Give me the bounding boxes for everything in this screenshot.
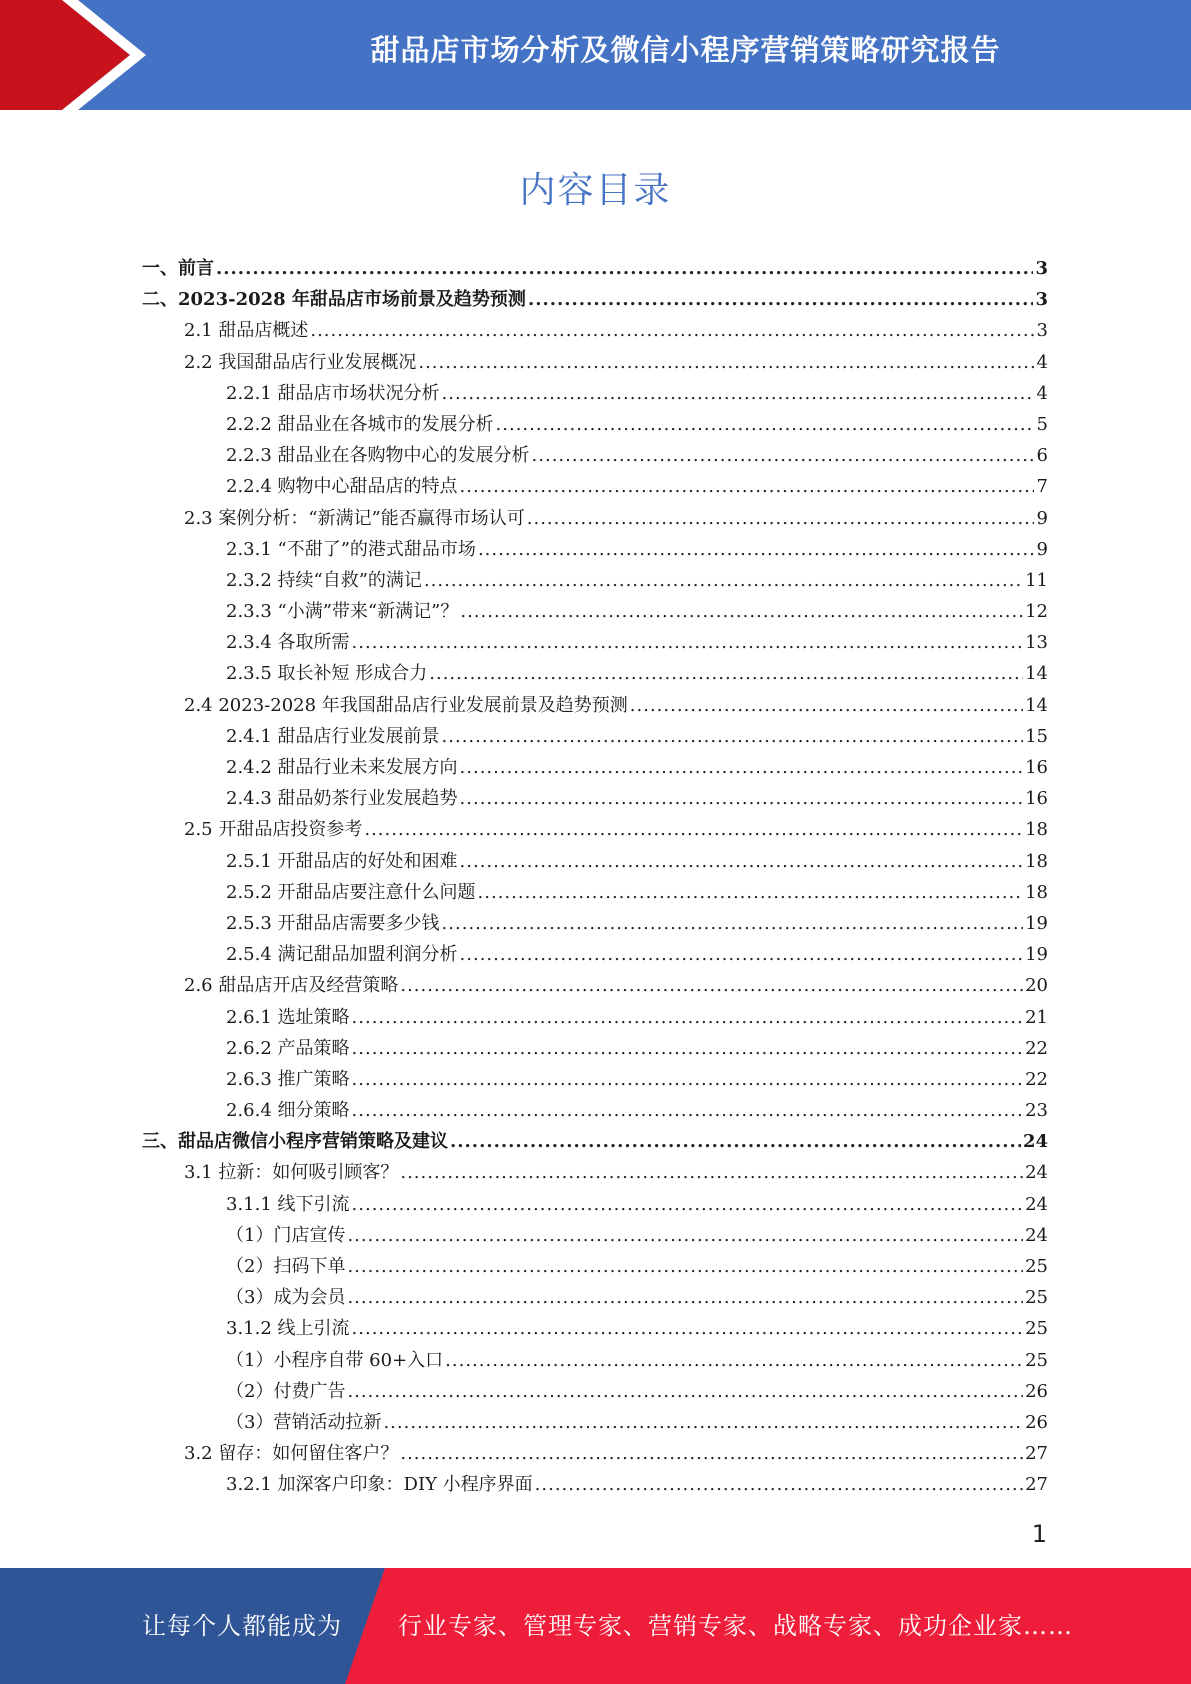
toc-entry-title: 2.5 开甜品店投资参考	[184, 819, 363, 841]
toc-dot-leader	[352, 1069, 1024, 1090]
toc-entry[interactable]	[142, 1065, 1048, 1096]
toc-entry[interactable]	[142, 1314, 1048, 1345]
toc-entry-title: 2.6.2 产品策略	[226, 1037, 350, 1059]
toc-entry[interactable]	[142, 504, 1048, 535]
toc-dot-leader	[478, 539, 1034, 560]
footer-slogan-right: 行业专家、管理专家、营销专家、战略专家、成功企业家……	[398, 1612, 1073, 1640]
toc-entry[interactable]	[142, 784, 1048, 815]
toc-entry-title: 3.1.1 线下引流	[226, 1193, 350, 1215]
toc-entry-page: 27	[1025, 1474, 1048, 1496]
toc-dot-leader	[418, 352, 1034, 373]
toc-entry-page: 24	[1025, 1224, 1048, 1246]
table-of-contents	[142, 254, 1048, 1502]
toc-entry[interactable]	[142, 535, 1048, 566]
toc-entry-title: 2.2.2 甜品业在各城市的发展分析	[226, 413, 494, 435]
toc-entry-page: 18	[1025, 850, 1048, 872]
toc-entry-title: 2.5.3 开甜品店需要多少钱	[226, 912, 440, 934]
toc-entry-page: 25	[1025, 1256, 1048, 1277]
toc-dot-leader	[527, 508, 1034, 529]
toc-entry-title: 2.3.4 各取所需	[226, 632, 350, 654]
toc-entry-title: （3）成为会员	[226, 1287, 346, 1309]
toc-entry-title: 三、甜品店微信小程序营销策略及建议	[142, 1131, 448, 1153]
toc-dot-leader	[216, 258, 1033, 279]
toc-entry-title: 2.3.5 取长补短 形成合力	[226, 663, 428, 685]
toc-entry-page: 5	[1036, 413, 1048, 435]
toc-entry[interactable]	[142, 441, 1048, 472]
toc-dot-leader	[400, 1443, 1023, 1464]
toc-entry-title: （3）营销活动拉新	[226, 1411, 382, 1433]
toc-entry[interactable]	[142, 1377, 1048, 1408]
toc-entry-title: 2.4.2 甜品行业未来发展方向	[226, 757, 458, 778]
toc-entry-page: 24	[1025, 1162, 1048, 1184]
toc-dot-leader	[429, 663, 1023, 684]
toc-entry-title: （1）门店宣传	[226, 1224, 346, 1246]
toc-entry-page: 15	[1025, 725, 1048, 747]
toc-dot-leader	[400, 975, 1023, 996]
toc-entry[interactable]	[142, 1034, 1048, 1065]
toc-dot-leader	[532, 445, 1034, 466]
toc-entry-page: 9	[1036, 538, 1048, 560]
toc-entry-title: 2.1 甜品店概述	[184, 320, 309, 342]
toc-dot-leader	[310, 320, 1034, 341]
toc-entry-page: 3	[1035, 289, 1048, 311]
toc-entry[interactable]	[142, 1127, 1048, 1158]
toc-entry-title: （1）小程序自带 60+入口	[226, 1349, 444, 1371]
toc-entry-title: 2.2 我国甜品店行业发展概况	[184, 351, 417, 373]
toc-dot-leader	[630, 695, 1023, 716]
toc-entry[interactable]	[142, 348, 1048, 379]
toc-entry-page: 20	[1025, 975, 1048, 997]
toc-entry-page: 14	[1025, 694, 1048, 716]
toc-entry-page: 13	[1025, 632, 1048, 654]
toc-entry-page: 4	[1036, 351, 1048, 373]
toc-dot-leader	[460, 601, 1023, 622]
toc-entry-title: （2）付费广告	[226, 1380, 346, 1402]
toc-entry-title: 2.2.1 甜品店市场状况分析	[226, 382, 440, 404]
toc-entry-title: 3.2 留存：如何留住客户？	[184, 1443, 399, 1465]
toc-entry[interactable]	[142, 285, 1048, 316]
toc-entry[interactable]	[142, 878, 1048, 909]
toc-entry-title: 3.1.2 线上引流	[226, 1318, 350, 1340]
toc-dot-leader	[460, 944, 1024, 965]
toc-entry[interactable]	[142, 1439, 1048, 1470]
toc-entry-page: 23	[1025, 1100, 1048, 1122]
toc-entry-title: 2.3.3 “小满”带来“新满记”？	[226, 601, 459, 623]
page-number: 1	[1031, 1520, 1047, 1548]
toc-entry[interactable]	[142, 971, 1048, 1002]
toc-dot-leader	[445, 1350, 1023, 1371]
toc-entry-title: 2.5.2 开甜品店要注意什么问题	[226, 881, 476, 903]
toc-entry-title: 2.3 案例分析：“新满记”能否赢得市场认可	[184, 507, 525, 529]
toc-dot-leader	[424, 570, 1023, 591]
toc-entry-page: 24	[1022, 1131, 1048, 1153]
toc-entry[interactable]	[142, 597, 1048, 628]
toc-dot-leader	[347, 1381, 1023, 1402]
toc-entry-title: 2.5.4 满记甜品加盟利润分析	[226, 944, 458, 966]
toc-entry[interactable]	[142, 628, 1048, 659]
toc-entry[interactable]	[142, 1158, 1048, 1189]
toc-entry-title: 3.2.1 加深客户印象：DIY 小程序界面	[226, 1474, 533, 1496]
toc-entry-title: 2.4.1 甜品店行业发展前景	[226, 725, 440, 747]
toc-dot-leader	[496, 414, 1034, 435]
toc-entry[interactable]	[142, 1190, 1048, 1221]
toc-entry-title: 2.6.1 选址策略	[226, 1006, 350, 1028]
toc-entry-title: 3.1 拉新：如何吸引顾客？	[184, 1162, 399, 1184]
toc-entry[interactable]	[142, 753, 1048, 784]
toc-entry[interactable]	[142, 1252, 1048, 1283]
toc-entry-title: （2）扫码下单	[226, 1256, 346, 1277]
toc-entry-title: 2.3.1 “不甜了”的港式甜品市场	[226, 538, 476, 560]
toc-entry[interactable]	[142, 410, 1048, 441]
toc-entry[interactable]	[142, 379, 1048, 410]
toc-entry[interactable]	[142, 254, 1048, 285]
toc-entry-title: 2.5.1 开甜品店的好处和困难	[226, 850, 458, 872]
toc-entry[interactable]	[142, 1470, 1048, 1501]
toc-entry-page: 26	[1025, 1411, 1048, 1433]
toc-dot-leader	[352, 632, 1024, 653]
toc-entry-page: 19	[1025, 944, 1048, 966]
toc-heading: 内容目录	[519, 170, 672, 211]
toc-entry[interactable]	[142, 316, 1048, 347]
toc-dot-leader	[528, 289, 1034, 310]
toc-entry-page: 6	[1036, 445, 1048, 467]
toc-entry-title: 二、2023-2028 年甜品店市场前景及趋势预测	[142, 289, 526, 311]
toc-dot-leader	[352, 1038, 1024, 1059]
page-footer	[0, 1568, 1191, 1684]
toc-entry[interactable]	[142, 1346, 1048, 1377]
toc-entry[interactable]	[142, 659, 1048, 690]
toc-dot-leader	[383, 1412, 1023, 1433]
toc-entry-page: 18	[1025, 819, 1048, 841]
toc-entry[interactable]	[142, 1003, 1048, 1034]
toc-entry-page: 19	[1025, 912, 1048, 934]
toc-entry-page: 22	[1025, 1068, 1048, 1090]
toc-entry-page: 21	[1025, 1006, 1048, 1028]
toc-entry[interactable]	[142, 847, 1048, 878]
toc-entry-title: 2.6.3 推广策略	[226, 1068, 350, 1090]
toc-entry-title: 2.6.4 细分策略	[226, 1100, 350, 1122]
toc-entry-page: 25	[1025, 1287, 1048, 1309]
toc-dot-leader	[442, 726, 1024, 747]
toc-dot-leader	[352, 1007, 1024, 1028]
toc-entry-page: 22	[1025, 1037, 1048, 1059]
toc-entry-title: 一、前言	[142, 258, 214, 279]
toc-entry-page: 16	[1025, 757, 1048, 778]
toc-entry-page: 4	[1036, 382, 1048, 404]
toc-entry-title: 2.4 2023-2028 年我国甜品店行业发展前景及趋势预测	[184, 694, 628, 716]
toc-entry-title: 2.2.4 购物中心甜品店的特点	[226, 476, 458, 498]
toc-entry-page: 7	[1036, 476, 1048, 498]
toc-entry[interactable]	[142, 1408, 1048, 1439]
toc-dot-leader	[460, 476, 1034, 497]
toc-dot-leader	[442, 383, 1034, 404]
toc-dot-leader	[347, 1256, 1023, 1277]
toc-entry-title: 2.3.2 持续“自救”的满记	[226, 569, 422, 591]
toc-entry-title: 2.6 甜品店开店及经营策略	[184, 975, 399, 997]
toc-entry-page: 3	[1035, 258, 1048, 279]
toc-dot-leader	[352, 1194, 1024, 1215]
toc-dot-leader	[442, 913, 1024, 934]
toc-dot-leader	[460, 757, 1024, 778]
toc-dot-leader	[352, 1318, 1024, 1339]
toc-entry-page: 24	[1025, 1193, 1048, 1215]
toc-entry-title: 2.2.3 甜品业在各购物中心的发展分析	[226, 445, 530, 467]
toc-entry-page: 18	[1025, 881, 1048, 903]
toc-entry-page: 25	[1025, 1318, 1048, 1340]
toc-entry[interactable]	[142, 1221, 1048, 1252]
toc-dot-leader	[450, 1131, 1021, 1152]
toc-entry[interactable]	[142, 940, 1048, 971]
header-arrow-logo	[0, 0, 160, 110]
page-header	[0, 0, 1191, 110]
toc-entry[interactable]	[142, 815, 1048, 846]
toc-entry[interactable]	[142, 472, 1048, 503]
toc-dot-leader	[347, 1287, 1023, 1308]
toc-dot-leader	[460, 788, 1024, 809]
footer-slogan-left: 让每个人都能成为	[142, 1612, 342, 1640]
toc-entry[interactable]	[142, 691, 1048, 722]
toc-dot-leader	[478, 882, 1024, 903]
toc-entry[interactable]	[142, 566, 1048, 597]
toc-entry-page: 11	[1025, 569, 1048, 591]
toc-dot-leader	[347, 1225, 1023, 1246]
toc-dot-leader	[460, 851, 1024, 872]
toc-entry[interactable]	[142, 909, 1048, 940]
toc-dot-leader	[400, 1162, 1023, 1183]
toc-entry[interactable]	[142, 722, 1048, 753]
toc-entry-page: 3	[1036, 320, 1048, 342]
toc-dot-leader	[535, 1474, 1023, 1495]
toc-dot-leader	[352, 1100, 1024, 1121]
report-title: 甜品店市场分析及微信小程序营销策略研究报告	[370, 33, 1001, 67]
toc-entry-title: 2.4.3 甜品奶茶行业发展趋势	[226, 788, 458, 810]
toc-dot-leader	[364, 819, 1023, 840]
toc-entry[interactable]	[142, 1096, 1048, 1127]
toc-entry-page: 9	[1036, 507, 1048, 529]
toc-entry-page: 12	[1025, 601, 1048, 623]
toc-entry-page: 25	[1025, 1349, 1048, 1371]
toc-entry[interactable]	[142, 1283, 1048, 1314]
toc-entry-page: 27	[1025, 1443, 1048, 1465]
toc-entry-page: 16	[1025, 788, 1048, 810]
toc-entry-page: 14	[1025, 663, 1048, 685]
toc-entry-page: 26	[1025, 1380, 1048, 1402]
